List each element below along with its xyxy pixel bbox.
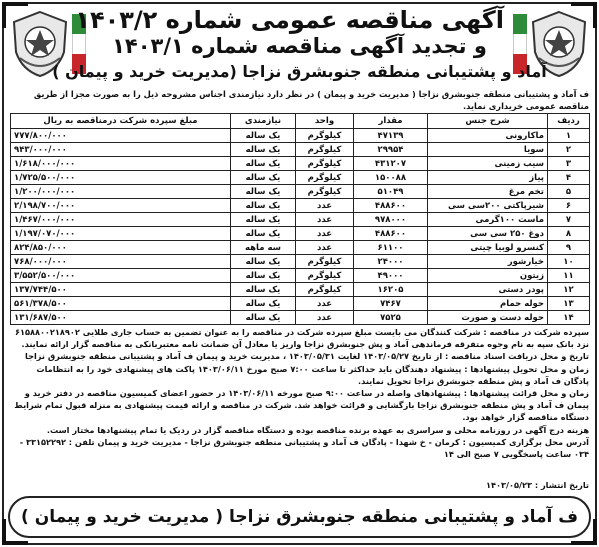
header-no: ردیف bbox=[548, 114, 590, 129]
cell-no: ۷ bbox=[548, 213, 590, 227]
cell-name: زیتون bbox=[428, 269, 548, 283]
cell-qty: ۱۵۰۰۸۸ bbox=[354, 171, 428, 185]
cell-name: دوغ ۲۵۰ سی سی bbox=[428, 227, 548, 241]
cell-name: تخم مرغ bbox=[428, 185, 548, 199]
header-unit: واحد bbox=[296, 114, 354, 129]
table-row bbox=[11, 157, 590, 171]
cell-unit: کیلوگرم bbox=[296, 157, 354, 171]
cell-qty: ۱۶۲۰۵ bbox=[354, 283, 428, 297]
cell-qty: ۲۴۰۰۰ bbox=[354, 255, 428, 269]
table-row bbox=[11, 213, 590, 227]
cell-no: ۴ bbox=[548, 171, 590, 185]
cell-need: یک ساله bbox=[231, 255, 296, 269]
cell-qty: ۴۸۸۶۰۰ bbox=[354, 227, 428, 241]
cell-no: ۶ bbox=[548, 199, 590, 213]
table-row bbox=[11, 171, 590, 185]
cell-unit: کیلوگرم bbox=[296, 129, 354, 143]
header-qty: مقدار bbox=[354, 114, 428, 129]
cell-amount: ۷۶۸/۰۰۰/۰۰۰ bbox=[11, 255, 231, 269]
cell-need: یک ساله bbox=[231, 199, 296, 213]
notice-title: آگهی مناقصه عمومی شماره ۱۴۰۳/۲ bbox=[75, 6, 504, 34]
cell-no: ۱۱ bbox=[548, 269, 590, 283]
cell-need: سه ماهه bbox=[231, 241, 296, 255]
cell-qty: ۴۹۰۰۰ bbox=[354, 269, 428, 283]
term-opening: زمان و محل قرائت پیشنهادها : پیشنهادهای واصله در ساعت ۹:۰۰ صبح مورخه ۱۴۰۳/۰۶/۱۱ در حضور اعضای کمیسیون مناقصه در دفتر خرید و پیمان ف آماد و پش منطقه جنوبشرق نزاجا بازگشایی و قرائت خواهد شد. شرکت در مناقصه و ارائه قیمت پیشنهادی به منزله قبول تمام شرایط دستگاه مناقصه گزار خواهد بود. bbox=[14, 388, 589, 423]
cell-name: حوله دست و صورت bbox=[428, 311, 548, 325]
cell-unit: عدد bbox=[296, 227, 354, 241]
cell-qty: ۷۴۶۷ bbox=[354, 297, 428, 311]
cell-amount: ۹۴۳/۰۰۰/۰۰۰ bbox=[11, 143, 231, 157]
cell-unit: کیلوگرم bbox=[296, 269, 354, 283]
term-documents: تاریخ و محل دریافت اسناد مناقصه : از تاریخ ۱۴۰۳/۰۵/۲۷ لغایت ۱۴۰۳/۰۵/۳۱ ، مدیریت خرید و پیمان ف آماد و پشتیبانی منطقه جنوبشرق نزاجا bbox=[25, 351, 589, 362]
cell-no: ۱۲ bbox=[548, 283, 590, 297]
table-row bbox=[11, 269, 590, 283]
cell-amount: ۱/۷۲۵/۵۰۰/۰۰۰ bbox=[11, 171, 231, 185]
term-ad-cost: هزینه درج آگهی در روزنامه محلی و سراسری به عهده برنده مناقصه بوده و دستگاه مناقصه گزار در ردیک یا تمام پیشنهادها مختار است. bbox=[46, 424, 589, 435]
table-row bbox=[11, 143, 590, 157]
cell-amount: ۲/۱۹۸/۷۰۰/۰۰۰ bbox=[11, 199, 231, 213]
cell-unit: کیلوگرم bbox=[296, 283, 354, 297]
term-deposit: سپرده شرکت در مناقصه : شرکت کنندگان می بایست مبلغ سپرده شرکت در مناقصه را به عنوان تضمین به حساب جاری طلایی ۶۱۵۸۸۰۰۲۱۸۹۰۲ نزد بانک سپه به نام وجوه متفرقه فرماندهی آماد و پش جنوبشرق نزاجا واریز یا معادل آن ضمانت نامه معتبربانکی به مناقصه گزار ارائه نمایند. bbox=[14, 327, 589, 350]
cell-name: کنسرو لوبیا چیتی bbox=[428, 241, 548, 255]
table-header-row bbox=[11, 114, 590, 129]
cell-need: یک ساله bbox=[231, 143, 296, 157]
cell-need: یک ساله bbox=[231, 283, 296, 297]
cell-qty: ۴۷۱۳۹ bbox=[354, 129, 428, 143]
cell-amount: ۵۶۱/۳۷۸/۵۰۰ bbox=[11, 297, 231, 311]
cell-amount: ۱/۲۰۰/۰۰۰/۰۰۰ bbox=[11, 185, 231, 199]
footer-text: ف آماد و پشتیبانی منطقه جنوبشرق نزاجا ( مدیریت خرید و پیمان ) bbox=[21, 507, 578, 527]
table-row bbox=[11, 129, 590, 143]
issuer-title: آماد و پشتیبانی منطقه جنوبشرق نزاجا (مدیریت خرید و پیمان ) bbox=[52, 62, 547, 81]
table-row bbox=[11, 227, 590, 241]
cell-amount: ۸۲۴/۸۵۰/۰۰۰ bbox=[11, 241, 231, 255]
cell-unit: عدد bbox=[296, 213, 354, 227]
cell-unit: کیلوگرم bbox=[296, 255, 354, 269]
cell-need: یک ساله bbox=[231, 171, 296, 185]
cell-qty: ۹۷۸۰۰۰ bbox=[354, 213, 428, 227]
footer-banner bbox=[8, 496, 591, 538]
term-submission: زمان و محل تحویل پیشنهادها : پیشنهاد دهندگان باید حداکثر تا ساعت ۷:۰۰ صبح مورخ ۱۴۰۳/۰۶/۱۱ پاکت های پیشنهادی خود را به انتظامات پادگان ف آماد و پش منطقه جنوبشرق نزاجا تحویل نمایند. bbox=[36, 363, 589, 386]
cell-qty: ۵۱۰۴۹ bbox=[354, 185, 428, 199]
table-row bbox=[11, 297, 590, 311]
items-table bbox=[10, 113, 590, 325]
cell-name: شیرپاکتی ۲۰۰سی سی bbox=[428, 199, 548, 213]
cell-amount: ۱/۴۶۷/۰۰۰/۰۰۰ bbox=[11, 213, 231, 227]
cell-name: پودر دستی bbox=[428, 283, 548, 297]
cell-amount: ۱/۶۱۸/۰۰۰/۰۰۰ bbox=[11, 157, 231, 171]
cell-no: ۹ bbox=[548, 241, 590, 255]
cell-amount: ۳/۵۵۲/۵۰۰/۰۰۰ bbox=[11, 269, 231, 283]
cell-name: ماکارونی bbox=[428, 129, 548, 143]
cell-need: یک ساله bbox=[231, 129, 296, 143]
terms-section bbox=[10, 326, 589, 460]
cell-name: سویا bbox=[428, 143, 548, 157]
cell-name: خیارشور bbox=[428, 255, 548, 269]
cell-need: یک ساله bbox=[231, 269, 296, 283]
cell-qty: ۶۱۱۰۰ bbox=[354, 241, 428, 255]
cell-name: سیب زمینی bbox=[428, 157, 548, 171]
cell-unit: کیلوگرم bbox=[296, 143, 354, 157]
intro-paragraph: ف آماد و پشتیبانی منطقه جنوبشرق نزاجا ( مدیریت خرید و پیمان ) در نظر دارد نیازمندی اجناس مشروحه ذیل را به صورت مجزا از طریق مناقصه عمومی خریداری نماید. bbox=[33, 89, 589, 111]
cell-no: ۱۴ bbox=[548, 311, 590, 325]
cell-unit: عدد bbox=[296, 297, 354, 311]
cell-unit: عدد bbox=[296, 311, 354, 325]
cell-amount: ۱/۱۹۷/۰۷۰/۰۰۰ bbox=[11, 227, 231, 241]
cell-need: یک ساله bbox=[231, 185, 296, 199]
cell-no: ۲ bbox=[548, 143, 590, 157]
header-name: شرح جنس bbox=[428, 114, 548, 129]
table-row bbox=[11, 185, 590, 199]
cell-unit: عدد bbox=[296, 241, 354, 255]
cell-need: یک ساله bbox=[231, 213, 296, 227]
cell-need: یک ساله bbox=[231, 297, 296, 311]
cell-need: یک ساله bbox=[231, 311, 296, 325]
cell-qty: ۴۸۸۶۰۰ bbox=[354, 199, 428, 213]
table-row bbox=[11, 255, 590, 269]
cell-name: ماست ۱۰۰گرمی bbox=[428, 213, 548, 227]
cell-need: یک ساله bbox=[231, 157, 296, 171]
cell-amount: ۷۷۷/۸۰۰/۰۰۰ bbox=[11, 129, 231, 143]
cell-no: ۱۰ bbox=[548, 255, 590, 269]
cell-no: ۸ bbox=[548, 227, 590, 241]
notice-subtitle: و تجدید آگهی مناقصه شماره ۱۴۰۳/۱ bbox=[112, 34, 487, 58]
table-row bbox=[11, 199, 590, 213]
header-amount: مبلغ سپرده شرکت درمناقصه به ریال bbox=[11, 114, 231, 129]
cell-no: ۳ bbox=[548, 157, 590, 171]
table-row bbox=[11, 311, 590, 325]
cell-name: حوله حمام bbox=[428, 297, 548, 311]
header-need: نیازمندی bbox=[231, 114, 296, 129]
cell-name: پیاز bbox=[428, 171, 548, 185]
publish-date: تاریخ انتشار : ۱۴۰۳/۰۵/۲۳ bbox=[486, 480, 589, 490]
cell-need: یک ساله bbox=[231, 227, 296, 241]
cell-qty: ۷۵۲۵ bbox=[354, 311, 428, 325]
cell-qty: ۲۹۹۵۴ bbox=[354, 143, 428, 157]
cell-amount: ۱۳۷/۷۴۴/۵۰۰ bbox=[11, 283, 231, 297]
cell-qty: ۴۳۱۲۰۷ bbox=[354, 157, 428, 171]
table-row bbox=[11, 241, 590, 255]
term-address: آدرس محل برگزاری کمیسیون : کرمان - خ شهدا - پادگان ف آماد و پشتیبانی منطقه جنوبشرق نزاجا - مدیریت خرید و پیمان تلفن : ۳۳۱۵۲۲۹۲ - ۰۳۴ ساعت پاسخگویی ۷ صبح الی ۱۴ bbox=[19, 436, 589, 460]
cell-no: ۱ bbox=[548, 129, 590, 143]
cell-no: ۵ bbox=[548, 185, 590, 199]
cell-unit: عدد bbox=[296, 199, 354, 213]
cell-amount: ۱۳۱/۶۸۷/۵۰۰ bbox=[11, 311, 231, 325]
cell-unit: کیلوگرم bbox=[296, 185, 354, 199]
cell-unit: کیلوگرم bbox=[296, 171, 354, 185]
cell-no: ۱۳ bbox=[548, 297, 590, 311]
table-row bbox=[11, 283, 590, 297]
